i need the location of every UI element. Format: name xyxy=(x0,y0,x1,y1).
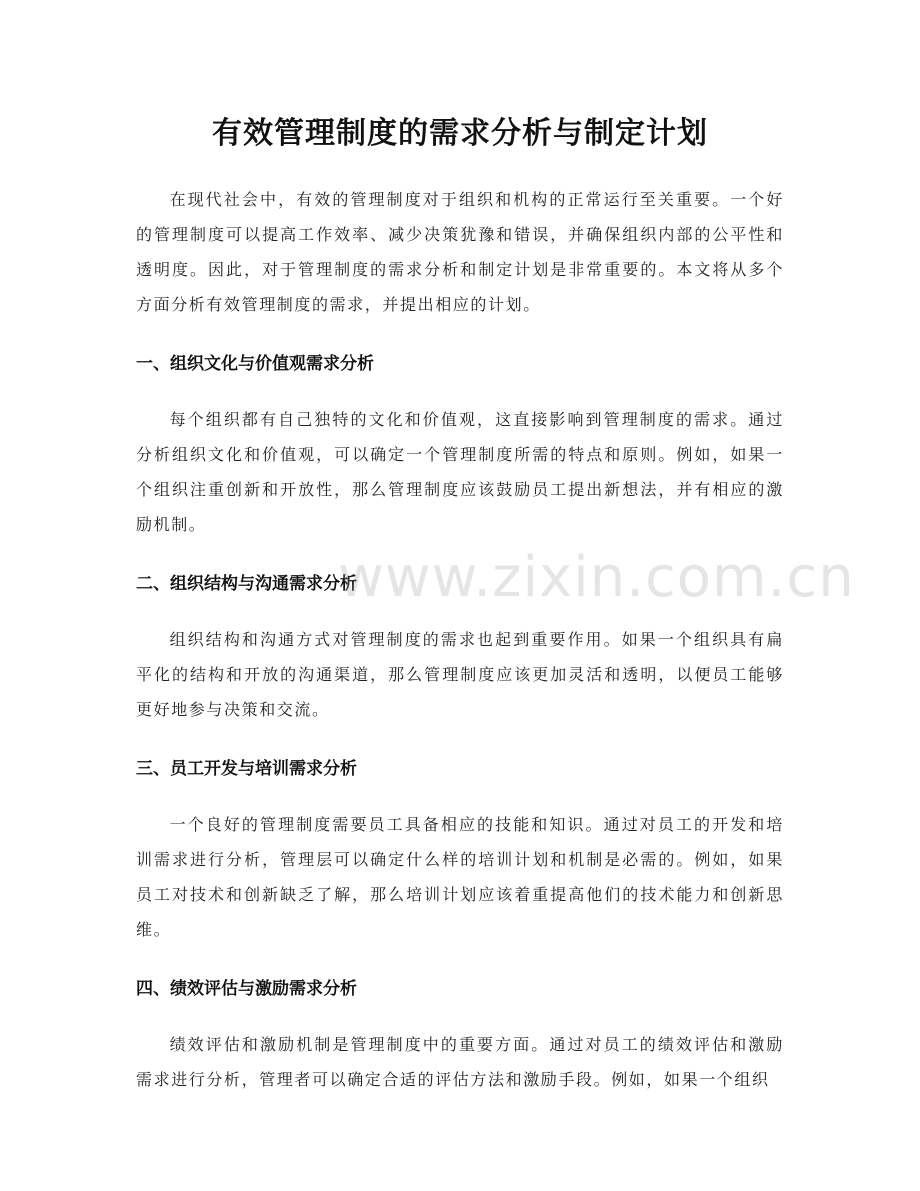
section-heading-culture: 一、组织文化与价值观需求分析 xyxy=(136,354,374,374)
section-body-performance: 绩效评估和激励机制是管理制度中的重要方面。通过对员工的绩效评估和激励需求进行分析，管理者可以确定合适的评估方法和激励手段。例如，如果一个组织 xyxy=(136,1035,784,1089)
section-body-culture: 每个组织都有自己独特的文化和价值观，这直接影响到管理制度的需求。通过分析组织文化和价值观，可以确定一个管理制度所需的特点和原则。例如，如果一个组织注重创新和开放性，那么管理制度应该鼓励员工提出新想法，并有相应的激励机制。 xyxy=(136,410,784,534)
document-body xyxy=(136,182,784,1127)
section-body-training: 一个良好的管理制度需要员工具备相应的技能和知识。通过对员工的开发和培训需求进行分析，管理层可以确定什么样的培训计划和机制是必需的。例如，如果员工对技术和创新缺乏了解，那么培训计划应该着重提高他们的技术能力和创新思维。 xyxy=(136,815,784,939)
section-body-structure: 组织结构和沟通方式对管理制度的需求也起到重要作用。如果一个组织具有扁平化的结构和开放的沟通渠道，那么管理制度应该更加灵活和透明，以便员工能够更好地参与决策和交流。 xyxy=(136,630,784,719)
section-heading-structure: 二、组织结构与沟通需求分析 xyxy=(136,574,357,594)
section-heading-performance: 四、绩效评估与激励需求分析 xyxy=(136,979,357,999)
watermark: www.zixin.com.cn xyxy=(338,545,855,610)
section-heading-training: 三、员工开发与培训需求分析 xyxy=(136,759,357,779)
intro-paragraph: 在现代社会中，有效的管理制度对于组织和机构的正常运行至关重要。一个好的管理制度可以提高工作效率、减少决策犹豫和错误，并确保组织内部的公平性和透明度。因此，对于管理制度的需求分析和制定计划是非常重要的。本文将从多个方面分析有效管理制度的需求，并提出相应的计划。 xyxy=(136,190,784,314)
page-title: 有效管理制度的需求分析与制定计划 xyxy=(212,116,708,151)
